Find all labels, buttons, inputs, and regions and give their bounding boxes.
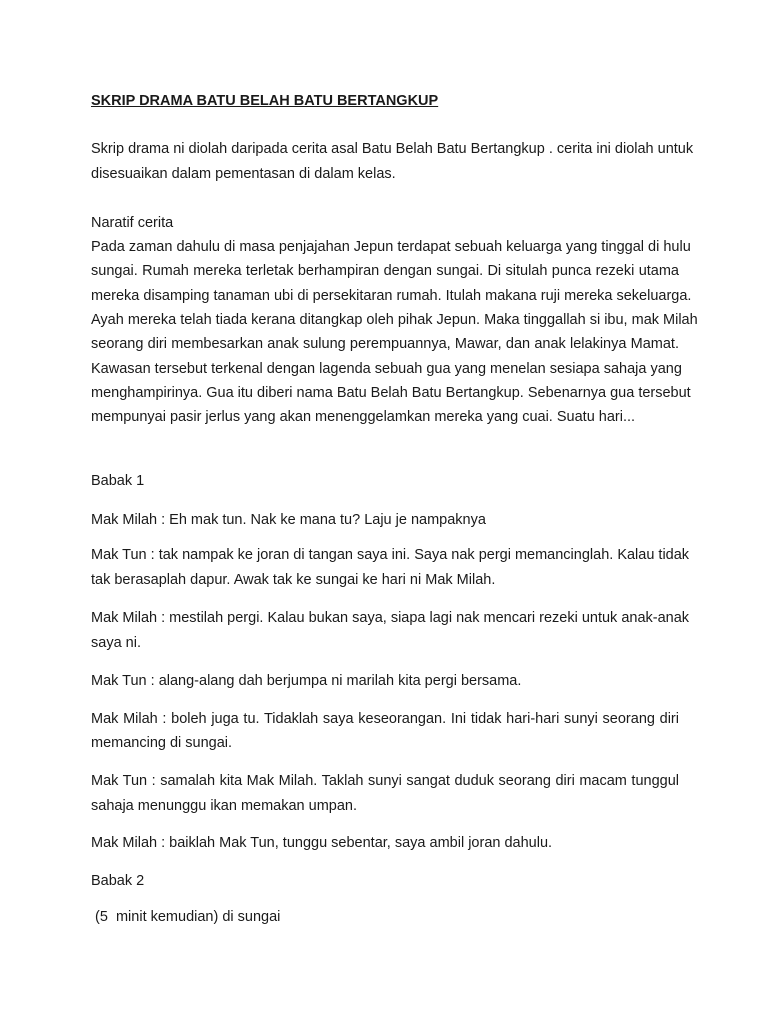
- dialogue-line: Mak Tun : samalah kita Mak Milah. Taklah sunyi sangat duduk seorang diri macam tunggul: [91, 773, 679, 789]
- dialogue-line: Mak Milah : mestilah pergi. Kalau bukan saya, siapa lagi nak mencari rezeki untuk anak-anak: [91, 610, 690, 626]
- babak-2-heading: Babak 2: [91, 873, 145, 889]
- narrative-line: mereka disamping tanaman ubi di persekitaran rumah. Itulah makana ruji mereka sekeluarga.: [91, 288, 692, 304]
- narrative-line: mempunyai pasir jerlus yang akan menenggelamkan mereka yang cuai. Suatu hari...: [91, 409, 636, 425]
- dialogue-line: saya ni.: [91, 635, 141, 651]
- intro-line: Skrip drama ni diolah daripada cerita asal Batu Belah Batu Bertangkup . cerita ini diolah untuk: [91, 141, 694, 157]
- narrative-line: Ayah mereka telah tiada kerana ditangkap oleh pihak Jepun. Maka tinggallah si ibu, mak Milah: [91, 312, 698, 328]
- dialogue-line: Mak Milah : baiklah Mak Tun, tunggu sebentar, saya ambil joran dahulu.: [91, 835, 553, 851]
- narrative-line: sungai. Rumah mereka terletak berhampiran dengan sungai. Di situlah punca rezeki utama: [91, 263, 679, 279]
- narrative-line: Pada zaman dahulu di masa penjajahan Jepun terdapat sebuah keluarga yang tinggal di hulu: [91, 239, 691, 255]
- narrative-heading: Naratif cerita: [91, 215, 174, 231]
- narrative-line: seorang diri membesarkan anak sulung perempuannya, Mawar, dan anak lelakinya Mamat.: [91, 336, 679, 352]
- dialogue-line: Mak Milah : boleh juga tu. Tidaklah saya keseorangan. Ini tidak hari-hari sunyi seorang diri: [91, 711, 679, 727]
- dialogue-line: Mak Tun : tak nampak ke joran di tangan saya ini. Saya nak pergi memancinglah. Kalau tidak: [91, 547, 690, 563]
- dialogue-line: Mak Tun : alang-alang dah berjumpa ni marilah kita pergi bersama.: [91, 673, 522, 689]
- stage-direction: (5 minit kemudian) di sungai: [91, 909, 281, 925]
- page-title: SKRIP DRAMA BATU BELAH BATU BERTANGKUP: [91, 93, 439, 109]
- babak-1-heading: Babak 1: [91, 473, 145, 489]
- narrative-line: Kawasan tersebut terkenal dengan lagenda sebuah gua yang menelan sesiapa sahaja yang: [91, 361, 682, 377]
- intro-line: disesuaikan dalam pementasan di dalam kelas.: [91, 166, 396, 182]
- dialogue-line: Mak Milah : Eh mak tun. Nak ke mana tu? Laju je nampaknya: [91, 512, 486, 528]
- narrative-line: menghampirinya. Gua itu diberi nama Batu Belah Batu Bertangkup. Sebenarnya gua tersebut: [91, 385, 691, 401]
- dialogue-line: sahaja menunggu ikan memakan umpan.: [91, 798, 357, 814]
- dialogue-line: memancing di sungai.: [91, 735, 233, 751]
- dialogue-line: tak berasaplah dapur. Awak tak ke sungai ke hari ni Mak Milah.: [91, 572, 496, 588]
